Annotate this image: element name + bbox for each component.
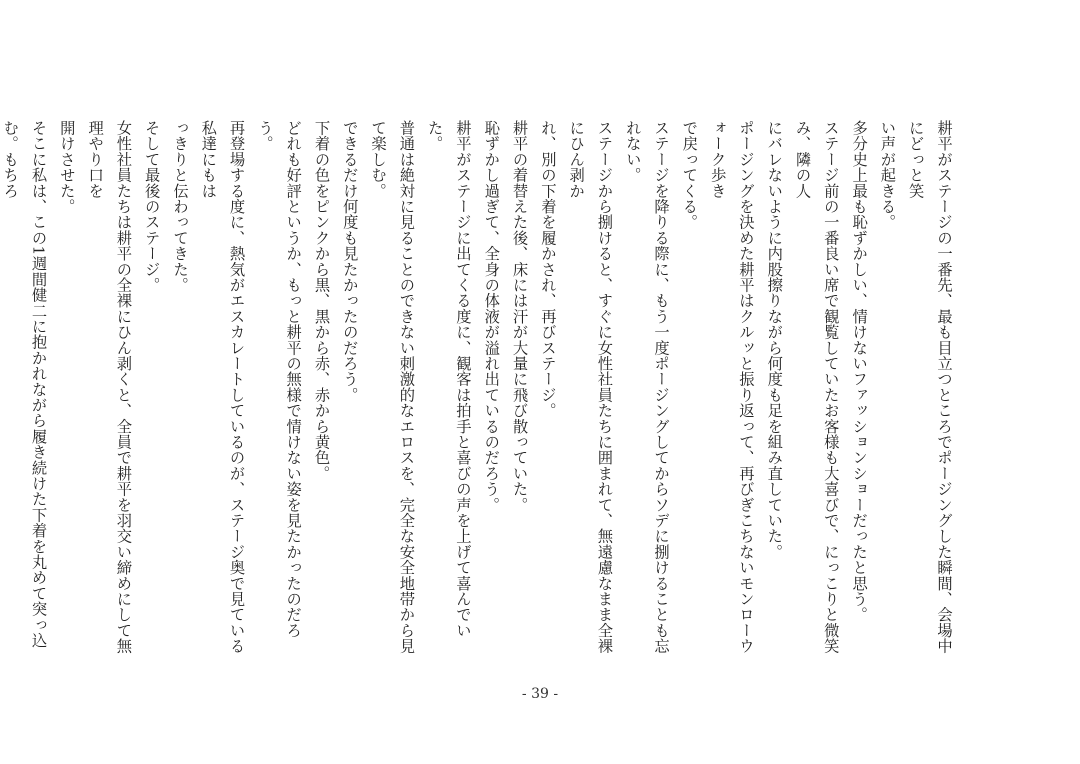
text-line: にバレないように内股擦りながら何度も足を組み直していた。 <box>765 120 784 560</box>
text-line: どれも好評というか、もっと耕平の無様で情けない姿を見たかったのだろう。 <box>255 120 303 639</box>
text-line: い声が起きる。 <box>878 120 897 230</box>
text-line: 耕平がステージに出てくる度に、観客は拍手と喜びの声を上げて喜んでいた。 <box>425 120 472 639</box>
text-line: そこに私は、この1週間健二に抱かれながら履き続けた下着を丸めて突っ込む。もちろ <box>1 120 48 649</box>
text-line: 開けさせた。 <box>57 120 76 215</box>
text-line: ステージから捌けると、すぐに女性社員たちに囲まれて、無遠慮なまま全裸にひん剥か <box>567 120 614 654</box>
text-line: そして最後のステージ。 <box>142 120 161 293</box>
text-line: 耕平がステージの一番先、最も目立つところでポージングした瞬間、会場中にどっと笑 <box>906 120 953 654</box>
text-line: 普通は絶対に見ることのできない刺激的なエロスを、完全な安全地帯から見て楽しむ。 <box>369 120 416 654</box>
text-line: ポージングを決めた耕平はクルッと振り返って、再びぎこちないモンローウォーク歩き <box>708 120 755 654</box>
text-line: 再登場する度に、熱気がエスカレートしているのが、ステージ奥で見ている私達にもは <box>199 120 246 654</box>
page-number: - 39 - <box>521 686 559 702</box>
text-line: 恥ずかし過ぎて、全身の体液が溢れ出ているのだろう。 <box>482 120 501 513</box>
text-line: 多分史上最も恥ずかしい、情けないファッションショーだったと思う。 <box>850 120 869 623</box>
text-line: 耕平の着替えた後、床には汗が大量に飛び散っていた。 <box>510 120 529 513</box>
text-line: で戻ってくる。 <box>680 120 699 230</box>
text-line: っきりと伝わってきた。 <box>170 120 189 293</box>
vertical-text-body <box>1 120 958 660</box>
text-line: ステージを降りる際に、もう一度ポージングしてからソデに捌けることも忘れない。 <box>623 120 671 654</box>
text-line: できるだけ何度も見たかったのだろう。 <box>340 120 359 403</box>
text-line: 下着の色をピンクから黒、黒から赤、赤から黄色。 <box>312 120 331 482</box>
text-line: れ、別の下着を履かされ、再びステージ。 <box>538 120 557 419</box>
text-line: ステージ前の一番良い席で観覧していたお客様も大喜びで、にっこりと微笑み、隣の人 <box>793 120 840 654</box>
text-line: 女性社員たちは耕平の全裸にひん剥くと、全員で耕平を羽交い締めにして無理やり口を <box>86 120 133 654</box>
